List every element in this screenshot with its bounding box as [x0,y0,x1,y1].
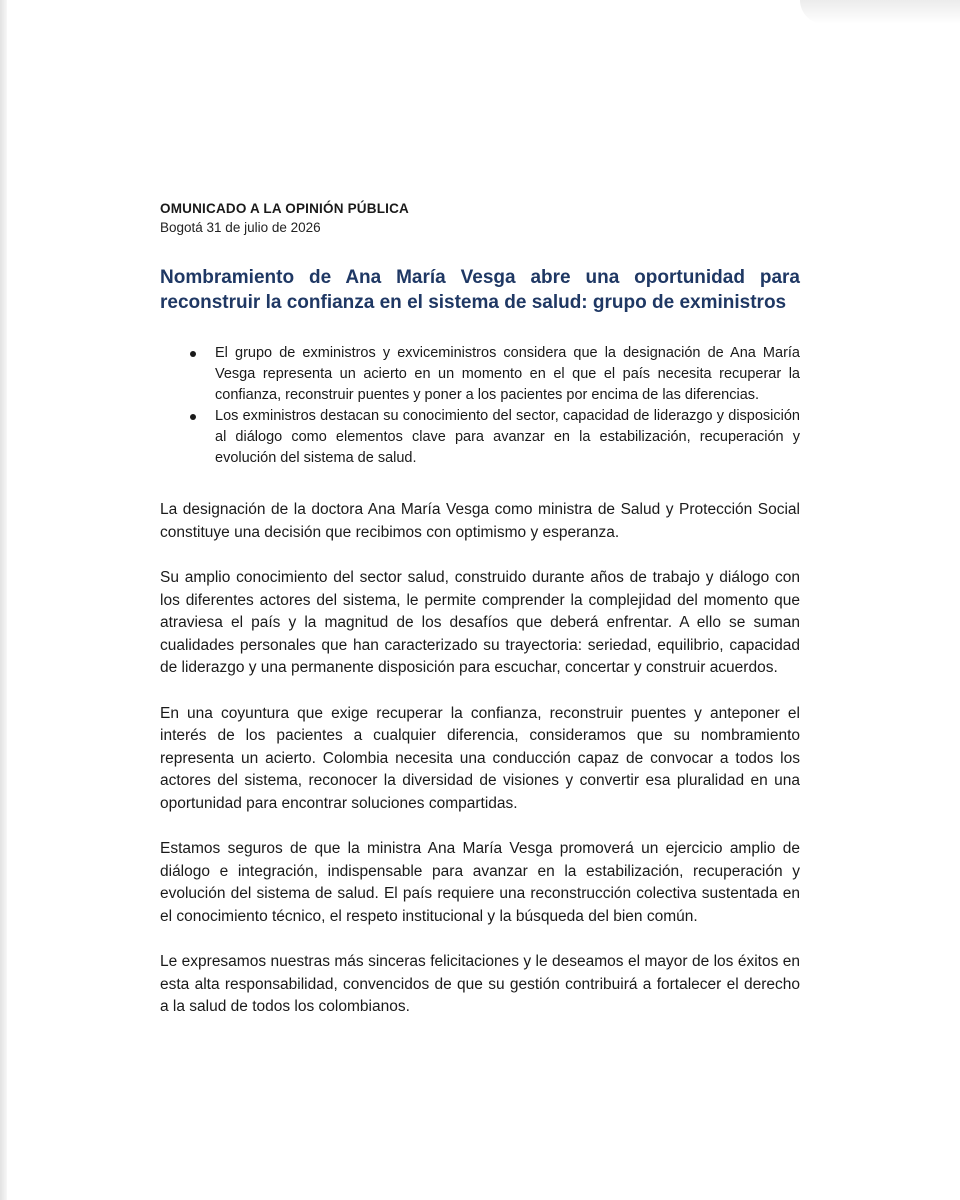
summary-bullet-item [160,343,800,406]
body-paragraph: Estamos seguros de que la ministra Ana María Vesga promoverá un ejercicio amplio de diálogo e integración, indispensable para avanzar en la estabilización, recuperación y evolución del sistema de salud. El país requiere una reconstrucción colectiva sustentada en el conocimiento técnico, el respeto institucional y la búsqueda del bien común. [160,840,800,925]
summary-bullet-list [160,343,800,469]
bullet-dot-icon [190,351,196,357]
page-corner-shadow [800,0,960,24]
body-paragraph: Le expresamos nuestras más sinceras felicitaciones y le deseamos el mayor de los éxitos en esta alta responsabilidad, convencidos de que su gestión contribuirá a fortalecer el derecho a la salud de todos los colombianos. [160,953,800,1015]
bullet-dot-icon [190,414,196,420]
summary-bullet-text: Los exministros destacan su conocimiento del sector, capacidad de liderazgo y disposición al diálogo como elementos clave para avanzar en la estabilización, recuperación y evolución del sistema de salud. [215,408,800,466]
page-left-edge [0,0,7,1200]
body-paragraph: La designación de la doctora Ana María Vesga como ministra de Salud y Protección Social constituye una decisión que recibimos con optimismo y esperanza. [160,501,800,541]
document-headline: Nombramiento de Ana María Vesga abre una oportunidad para reconstruir la confianza en el sistema de salud: grupo de exministros [160,267,800,313]
body-paragraph: Su amplio conocimiento del sector salud, construido durante años de trabajo y diálogo con los diferentes actores del sistema, le permite comprender la complejidad del momento que atraviesa el país y la magnitud de los desafíos que deberá enfrentar. A ello se suman cualidades personales que han caracterizado su trayectoria: seriedad, equilibrio, capacidad de liderazgo y una permanente disposición para escuchar, concertar y construir acuerdos. [160,569,800,676]
body-paragraph: En una coyuntura que exige recuperar la confianza, reconstruir puentes y anteponer el interés de los pacientes a cualquier diferencia, consideramos que su nombramiento representa un acierto. Colombia necesita una conducción capaz de convocar a todos los actores del sistema, reconocer la diversidad de visiones y convertir esa pluralidad en una oportunidad para encontrar soluciones compartidas. [160,704,800,812]
summary-bullet-item [160,406,800,469]
press-release-document [160,200,800,1019]
document-dateline: Bogotá 31 de julio de 2026 [160,220,321,235]
document-heading: OMUNICADO A LA OPINIÓN PÚBLICA [160,201,409,216]
summary-bullet-text: El grupo de exministros y exviceministros considera que la designación de Ana María Vesga representa un acierto en un momento en el que el país necesita recuperar la confianza, reconstruir puentes y poner a los pacientes por encima de las diferencias. [215,345,800,403]
